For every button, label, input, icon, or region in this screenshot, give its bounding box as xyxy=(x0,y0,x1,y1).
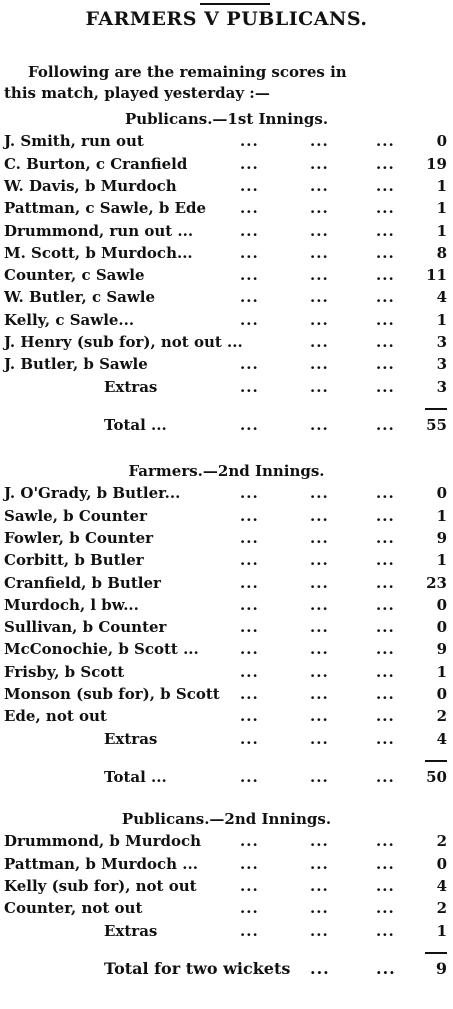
batsman-name: J. O'Grady, b Butler... xyxy=(4,484,181,503)
leader-dots: ... xyxy=(310,573,329,592)
batsman-row xyxy=(4,153,449,175)
run-score: 0 xyxy=(436,854,447,873)
leader-dots: ... xyxy=(376,288,395,307)
leader-dots: ... xyxy=(376,707,395,726)
batsman-name: J. Henry (sub for), not out ... xyxy=(4,333,243,351)
leader-dots: ... xyxy=(310,551,329,570)
batsman-name: Monson (sub for), b Scott xyxy=(4,685,220,703)
batsman-row xyxy=(4,220,449,242)
run-score: 2 xyxy=(436,899,447,918)
batsman-name: McConochie, b Scott ... xyxy=(4,640,199,659)
extras-row xyxy=(4,728,449,750)
leader-dots: ... xyxy=(240,506,259,525)
leader-dots: ... xyxy=(376,729,395,748)
article-title: FARMERS V PUBLICANS. xyxy=(85,8,368,30)
leader-dots: ... xyxy=(240,573,259,592)
run-score: 8 xyxy=(436,243,447,262)
batsman-name: Frisby, b Scott xyxy=(4,662,125,681)
batsman-row xyxy=(4,572,449,594)
leader-dots: ... xyxy=(240,484,259,503)
leader-dots: ... xyxy=(310,154,329,173)
batsman-name: J. Smith, run out xyxy=(4,132,144,151)
leader-dots: ... xyxy=(240,854,259,873)
batsman-name: Kelly, c Sawle... xyxy=(4,310,135,329)
run-score: 3 xyxy=(436,377,447,396)
leader-dots: ... xyxy=(310,685,329,703)
batsman-name: Sullivan, b Counter xyxy=(4,618,167,637)
total-rule xyxy=(425,408,447,410)
batsman-row xyxy=(4,830,449,852)
leader-dots: ... xyxy=(240,899,259,918)
leader-dots: ... xyxy=(310,640,329,659)
leader-dots: ... xyxy=(240,221,259,240)
batsman-name: W. Butler, c Sawle xyxy=(4,288,156,307)
leader-dots: ... xyxy=(376,243,395,262)
leader-dots: ... xyxy=(310,415,329,434)
run-score: 1 xyxy=(436,221,447,240)
batsman-row xyxy=(4,683,449,705)
intro-paragraph xyxy=(4,62,449,104)
leader-dots: ... xyxy=(376,921,395,940)
batsman-name: Murdoch, l bw... xyxy=(4,595,139,614)
leader-dots: ... xyxy=(376,176,395,195)
run-score: 1 xyxy=(436,310,447,329)
leader-dots: ... xyxy=(376,899,395,918)
total-row xyxy=(4,766,449,788)
leader-dots: ... xyxy=(240,618,259,637)
leader-dots: ... xyxy=(240,921,259,940)
leader-dots: ... xyxy=(240,685,259,703)
batsman-row xyxy=(4,242,449,264)
batsman-name: Fowler, b Counter xyxy=(4,528,154,547)
batsman-row xyxy=(4,264,449,286)
leader-dots: ... xyxy=(310,528,329,547)
batsman-name: Extras xyxy=(104,729,158,748)
batsman-row xyxy=(4,286,449,308)
leader-dots: ... xyxy=(310,921,329,940)
leader-dots: ... xyxy=(240,377,259,396)
batsman-row xyxy=(4,353,449,375)
total-label: Total for two wickets xyxy=(104,958,291,978)
leader-dots: ... xyxy=(310,876,329,895)
leader-dots: ... xyxy=(310,176,329,195)
run-score: 9 xyxy=(436,528,447,547)
leader-dots: ... xyxy=(240,154,259,173)
leader-dots: ... xyxy=(240,243,259,262)
leader-dots: ... xyxy=(310,958,330,978)
run-score: 1 xyxy=(436,199,447,218)
leader-dots: ... xyxy=(310,221,329,240)
batsman-row xyxy=(4,309,449,331)
leader-dots: ... xyxy=(310,854,329,873)
leader-dots: ... xyxy=(310,132,329,151)
leader-dots: ... xyxy=(240,640,259,659)
leader-dots: ... xyxy=(310,595,329,614)
leader-dots: ... xyxy=(376,573,395,592)
innings-heading: Publicans.—1st Innings. xyxy=(124,110,329,128)
total-row xyxy=(4,958,449,980)
extras-row xyxy=(4,376,449,398)
batsman-row xyxy=(4,705,449,727)
leader-dots: ... xyxy=(376,832,395,851)
batsman-name: Drummond, run out ... xyxy=(4,221,194,240)
leader-dots: ... xyxy=(376,355,395,374)
total-label: Total ... xyxy=(104,415,167,434)
total-row xyxy=(4,414,449,436)
leader-dots: ... xyxy=(310,355,329,374)
batsman-name: Extras xyxy=(104,377,158,396)
leader-dots: ... xyxy=(376,415,395,434)
batsman-name: Pattman, b Murdoch ... xyxy=(4,854,198,873)
batsman-row xyxy=(4,897,449,919)
leader-dots: ... xyxy=(240,288,259,307)
run-score: 1 xyxy=(436,506,447,525)
run-score: 0 xyxy=(436,132,447,151)
total-rule xyxy=(425,952,447,954)
batsman-name: W. Davis, b Murdoch xyxy=(4,176,177,195)
intro-line-2: this match, played yesterday :— xyxy=(4,84,270,102)
batsman-row xyxy=(4,661,449,683)
batsman-name: Counter, c Sawle xyxy=(4,266,145,285)
batsman-row xyxy=(4,616,449,638)
innings-heading: Farmers.—2nd Innings. xyxy=(128,462,325,480)
leader-dots: ... xyxy=(240,132,259,151)
leader-dots: ... xyxy=(376,132,395,151)
leader-dots: ... xyxy=(240,266,259,285)
batsman-row xyxy=(4,505,449,527)
batsman-name: Pattman, c Sawle, b Ede xyxy=(4,199,207,218)
leader-dots: ... xyxy=(376,377,395,396)
run-score: 0 xyxy=(436,595,447,614)
leader-dots: ... xyxy=(376,551,395,570)
batsman-name: Counter, not out xyxy=(4,899,143,918)
leader-dots: ... xyxy=(240,551,259,570)
run-score: 1 xyxy=(436,176,447,195)
leader-dots: ... xyxy=(240,310,259,329)
batsman-row xyxy=(4,853,449,875)
leader-dots: ... xyxy=(376,685,395,703)
run-score: 2 xyxy=(436,707,447,726)
leader-dots: ... xyxy=(240,729,259,748)
leader-dots: ... xyxy=(240,767,259,786)
leader-dots: ... xyxy=(240,415,259,434)
leader-dots: ... xyxy=(376,958,396,978)
batsman-row xyxy=(4,638,449,660)
leader-dots: ... xyxy=(240,595,259,614)
leader-dots: ... xyxy=(310,199,329,218)
leader-dots: ... xyxy=(376,662,395,681)
run-score: 0 xyxy=(436,685,447,703)
leader-dots: ... xyxy=(310,288,329,307)
batsman-name: C. Burton, c Cranfield xyxy=(4,154,188,173)
intro-line-1: Following are the remaining scores in xyxy=(28,63,347,81)
leader-dots: ... xyxy=(310,899,329,918)
batsman-name: Drummond, b Murdoch xyxy=(4,832,202,851)
leader-dots: ... xyxy=(310,662,329,681)
leader-dots: ... xyxy=(240,176,259,195)
leader-dots: ... xyxy=(376,618,395,637)
leader-dots: ... xyxy=(240,707,259,726)
leader-dots: ... xyxy=(376,154,395,173)
leader-dots: ... xyxy=(310,707,329,726)
leader-dots: ... xyxy=(310,377,329,396)
leader-dots: ... xyxy=(376,333,395,351)
leader-dots: ... xyxy=(240,199,259,218)
leader-dots: ... xyxy=(240,662,259,681)
batsman-name: Ede, not out xyxy=(4,707,107,726)
run-score: 3 xyxy=(436,333,447,351)
batsman-name: Kelly (sub for), not out xyxy=(4,876,197,895)
leader-dots: ... xyxy=(310,729,329,748)
leader-dots: ... xyxy=(376,595,395,614)
run-score: 3 xyxy=(436,355,447,374)
batsman-row xyxy=(4,482,449,504)
run-score: 11 xyxy=(426,266,447,285)
batsman-name: J. Butler, b Sawle xyxy=(4,355,148,374)
run-score: 9 xyxy=(436,640,447,659)
run-score: 1 xyxy=(436,921,447,940)
run-score: 4 xyxy=(436,876,447,895)
run-score: 0 xyxy=(436,484,447,503)
total-score: 9 xyxy=(435,958,447,978)
total-score: 50 xyxy=(426,767,447,786)
run-score: 0 xyxy=(436,618,447,637)
leader-dots: ... xyxy=(310,310,329,329)
batsman-row xyxy=(4,331,449,353)
leader-dots: ... xyxy=(240,528,259,547)
run-score: 4 xyxy=(436,729,447,748)
total-label: Total ... xyxy=(104,767,167,786)
leader-dots: ... xyxy=(310,832,329,851)
title-ornament xyxy=(200,3,270,5)
run-score: 1 xyxy=(436,662,447,681)
leader-dots: ... xyxy=(310,506,329,525)
leader-dots: ... xyxy=(376,528,395,547)
leader-dots: ... xyxy=(376,199,395,218)
leader-dots: ... xyxy=(310,618,329,637)
run-score: 4 xyxy=(436,288,447,307)
leader-dots: ... xyxy=(376,266,395,285)
batsman-name: Sawle, b Counter xyxy=(4,506,147,525)
leader-dots: ... xyxy=(376,506,395,525)
total-score: 55 xyxy=(426,415,447,434)
batsman-row xyxy=(4,594,449,616)
batsman-row xyxy=(4,549,449,571)
leader-dots: ... xyxy=(310,767,329,786)
leader-dots: ... xyxy=(240,832,259,851)
leader-dots: ... xyxy=(310,266,329,285)
leader-dots: ... xyxy=(376,310,395,329)
batsman-row xyxy=(4,875,449,897)
leader-dots: ... xyxy=(376,640,395,659)
batsman-row xyxy=(4,175,449,197)
run-score: 19 xyxy=(426,154,447,173)
batsman-row xyxy=(4,130,449,152)
leader-dots: ... xyxy=(376,876,395,895)
leader-dots: ... xyxy=(376,484,395,503)
batsman-name: M. Scott, b Murdoch... xyxy=(4,243,193,262)
leader-dots: ... xyxy=(310,484,329,503)
batsman-name: Corbitt, b Butler xyxy=(4,551,144,570)
leader-dots: ... xyxy=(310,243,329,262)
innings-heading: Publicans.—2nd Innings. xyxy=(121,810,332,828)
batsman-row xyxy=(4,527,449,549)
leader-dots: ... xyxy=(376,854,395,873)
leader-dots: ... xyxy=(310,333,329,351)
leader-dots: ... xyxy=(240,355,259,374)
leader-dots: ... xyxy=(240,876,259,895)
run-score: 1 xyxy=(436,551,447,570)
run-score: 23 xyxy=(426,573,447,592)
leader-dots: ... xyxy=(376,221,395,240)
total-rule xyxy=(425,760,447,762)
batsman-row xyxy=(4,197,449,219)
batsman-name: Cranfield, b Butler xyxy=(4,573,161,592)
batsman-name: Extras xyxy=(104,921,158,940)
extras-row xyxy=(4,920,449,942)
leader-dots: ... xyxy=(376,767,395,786)
run-score: 2 xyxy=(436,832,447,851)
